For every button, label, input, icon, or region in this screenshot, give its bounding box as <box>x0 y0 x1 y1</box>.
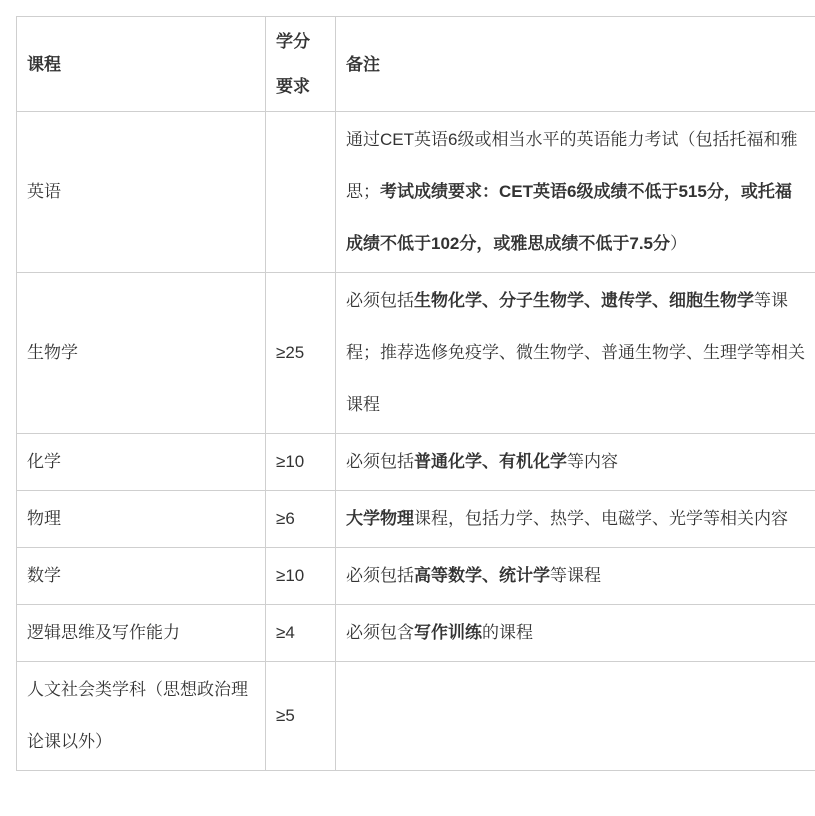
text-segment: 化学 <box>27 452 61 471</box>
course-cell <box>17 491 266 548</box>
text-segment: ≥4 <box>276 623 295 642</box>
table-row <box>17 273 815 434</box>
remarks-cell <box>336 491 815 548</box>
credits-cell <box>266 491 336 548</box>
table-row <box>17 491 815 548</box>
course-cell <box>17 434 266 491</box>
text-segment: 等课程；推荐选修免疫学、微生物学、普通生物学、生理学等相关课程 <box>346 291 805 414</box>
text-segment: 逻辑思维及写作能力 <box>27 623 180 642</box>
header-row <box>17 17 815 112</box>
remarks-cell <box>336 605 815 662</box>
table-row <box>17 548 815 605</box>
remarks-cell <box>336 434 815 491</box>
credits-cell <box>266 662 336 771</box>
text-segment-bold: 生物化学、分子生物学、遗传学、细胞生物学 <box>414 291 754 310</box>
text-segment: 数学 <box>27 566 61 585</box>
table-header <box>17 17 815 112</box>
text-segment: 英语 <box>27 182 61 201</box>
text-segment: ≥10 <box>276 566 305 585</box>
text-segment-bold: 大学物理 <box>346 509 414 528</box>
text-segment-bold: 写作训练 <box>414 623 482 642</box>
table-row <box>17 434 815 491</box>
header-remarks: 备注 <box>336 17 815 112</box>
remarks-cell <box>336 112 815 273</box>
course-cell <box>17 548 266 605</box>
text-segment-bold: 考试成绩要求：CET英语6级成绩不低于515分，或托福成绩不低于102分，或雅思成绩不低于7.5分 <box>346 182 792 253</box>
credits-cell <box>266 434 336 491</box>
table-row <box>17 112 815 273</box>
text-segment: 必须包括 <box>346 291 414 310</box>
text-segment: 等课程 <box>550 566 601 585</box>
header-credits: 学分要求 <box>266 17 336 112</box>
course-cell <box>17 662 266 771</box>
text-segment: ≥5 <box>276 706 295 725</box>
text-segment-bold: 普通化学、有机化学 <box>414 452 567 471</box>
text-segment: 必须包含 <box>346 623 414 642</box>
text-segment: ） <box>670 234 687 253</box>
remarks-cell <box>336 548 815 605</box>
text-segment: ≥6 <box>276 509 295 528</box>
header-course: 课程 <box>17 17 266 112</box>
course-cell <box>17 112 266 273</box>
credits-cell <box>266 548 336 605</box>
text-segment: 必须包括 <box>346 566 414 585</box>
credits-cell <box>266 273 336 434</box>
course-cell <box>17 605 266 662</box>
remarks-cell <box>336 662 815 771</box>
remarks-cell <box>336 273 815 434</box>
text-segment: 通过CET英语6级或相当水平的英语能力考试（包括托福和雅思； <box>346 130 798 201</box>
text-segment: ≥10 <box>276 452 305 471</box>
text-segment: 课程，包括力学、热学、电磁学、光学等相关内容 <box>414 509 788 528</box>
credits-cell <box>266 605 336 662</box>
table-body <box>17 112 815 771</box>
text-segment: 物理 <box>27 509 61 528</box>
credits-cell <box>266 112 336 273</box>
text-segment-bold: 高等数学、统计学 <box>414 566 550 585</box>
text-segment: 的课程 <box>482 623 533 642</box>
text-segment: 人文社会类学科（思想政治理论课以外） <box>27 680 248 751</box>
text-segment: 生物学 <box>27 343 78 362</box>
table-row <box>17 605 815 662</box>
text-segment: 必须包括 <box>346 452 414 471</box>
text-segment: ≥25 <box>276 343 305 362</box>
course-requirements-table <box>16 16 815 771</box>
text-segment: 等内容 <box>567 452 618 471</box>
course-cell <box>17 273 266 434</box>
table-row <box>17 662 815 771</box>
